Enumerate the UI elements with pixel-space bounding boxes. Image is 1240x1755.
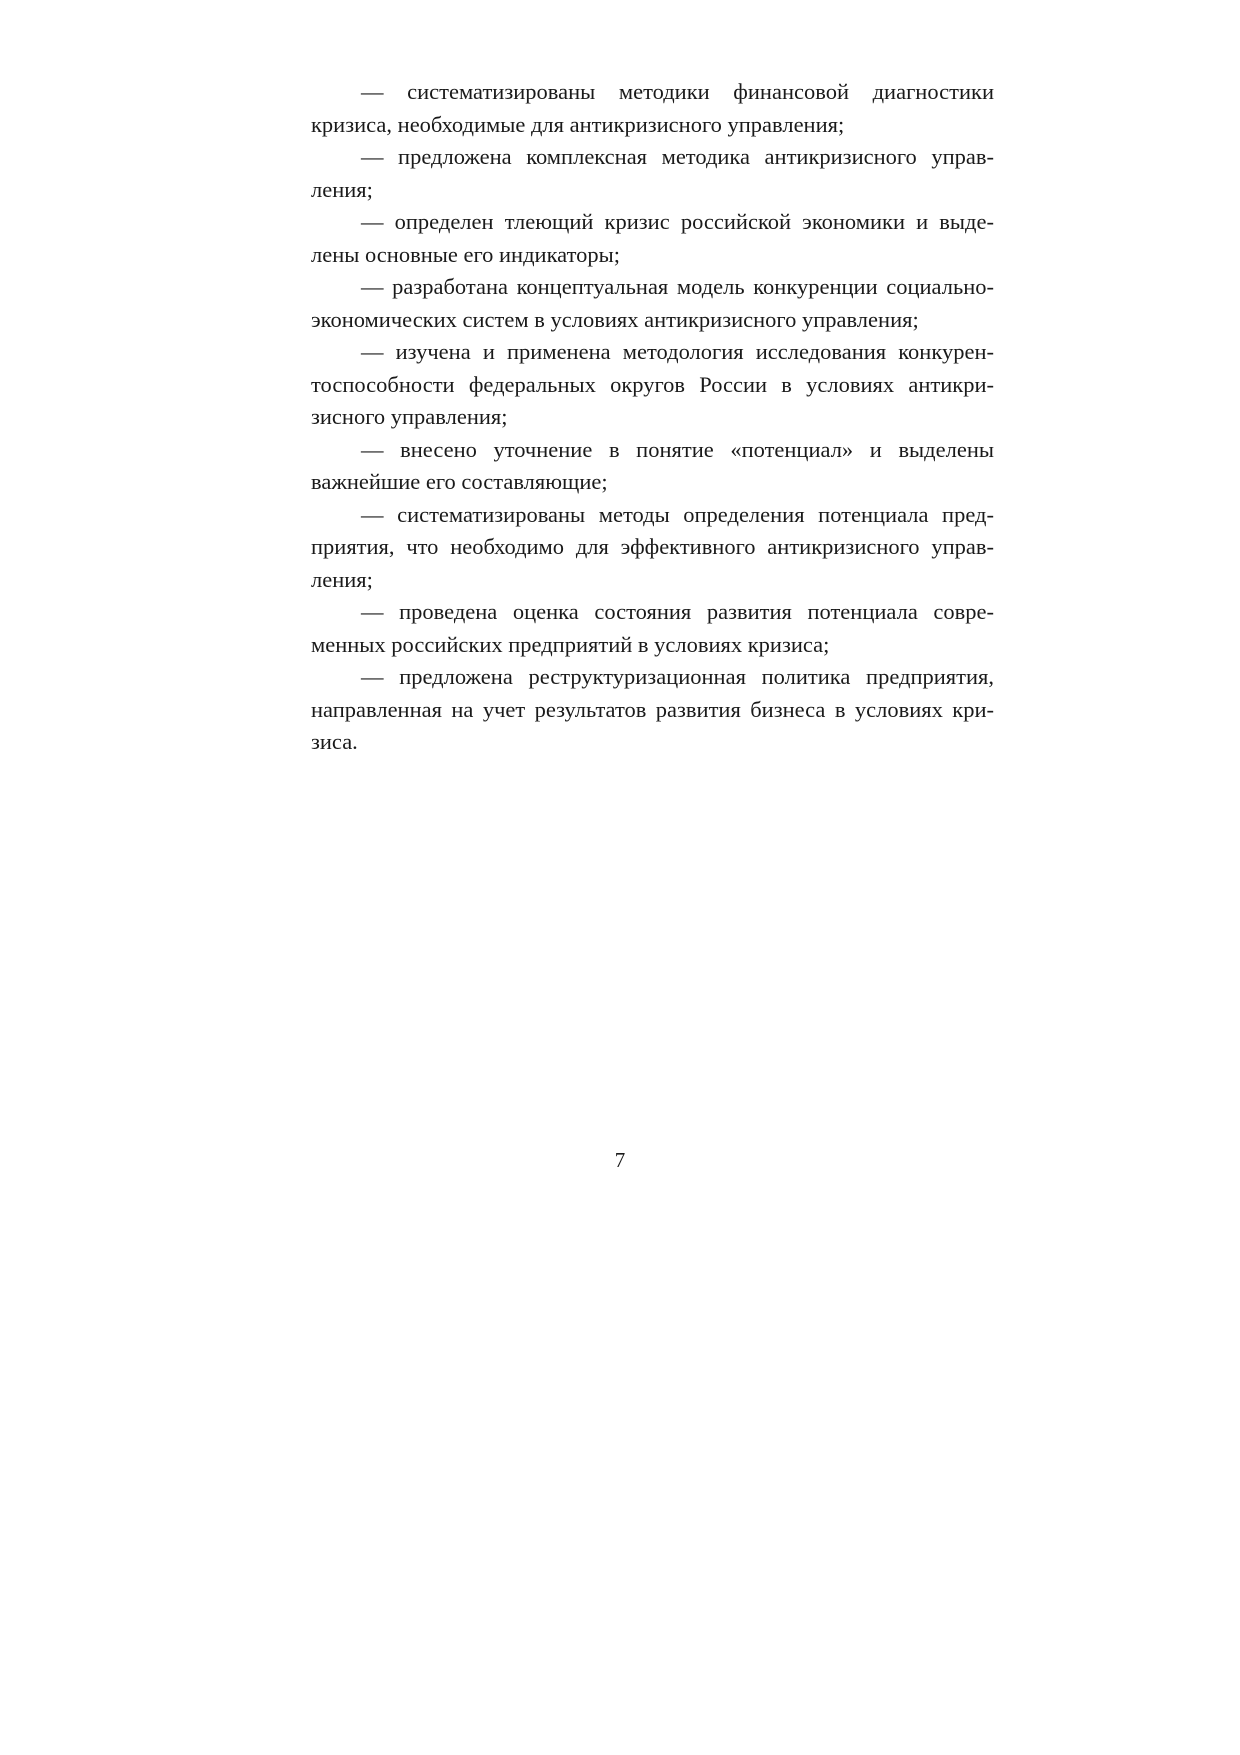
list-item: — систематизированы методики финансовой диагностики кризиса, необходимые для антикризисного управления; [311, 79, 994, 137]
list-item: — изучена и применена методология исследования конкурентоспособности федеральных округов России в условиях антикризисного управления; [311, 339, 994, 429]
body-text [311, 76, 994, 759]
list-item: — предложена комплексная методика антикризисного управления; [311, 144, 994, 202]
page-number: 7 [614, 1148, 626, 1172]
list-item: — разработана концептуальная модель конкуренции социально-экономических систем в условиях антикризисного управления; [311, 274, 994, 332]
list-item: — проведена оценка состояния развития потенциала современных российских предприятий в условиях кризиса; [311, 599, 994, 657]
list-item: — внесено уточнение в понятие «потенциал» и выделены важнейшие его составляющие; [311, 436, 994, 494]
list-item: — предложена реструктуризационная политика предприятия, направленная на учет результатов развития бизнеса в условиях кризиса. [311, 664, 994, 754]
list-item: — систематизированы методы определения потенциала предприятия, что необходимо для эффективного антикризисного управления; [311, 501, 994, 592]
list-item: — определен тлеющий кризис российской экономики и выделены основные его индикаторы; [311, 209, 994, 267]
